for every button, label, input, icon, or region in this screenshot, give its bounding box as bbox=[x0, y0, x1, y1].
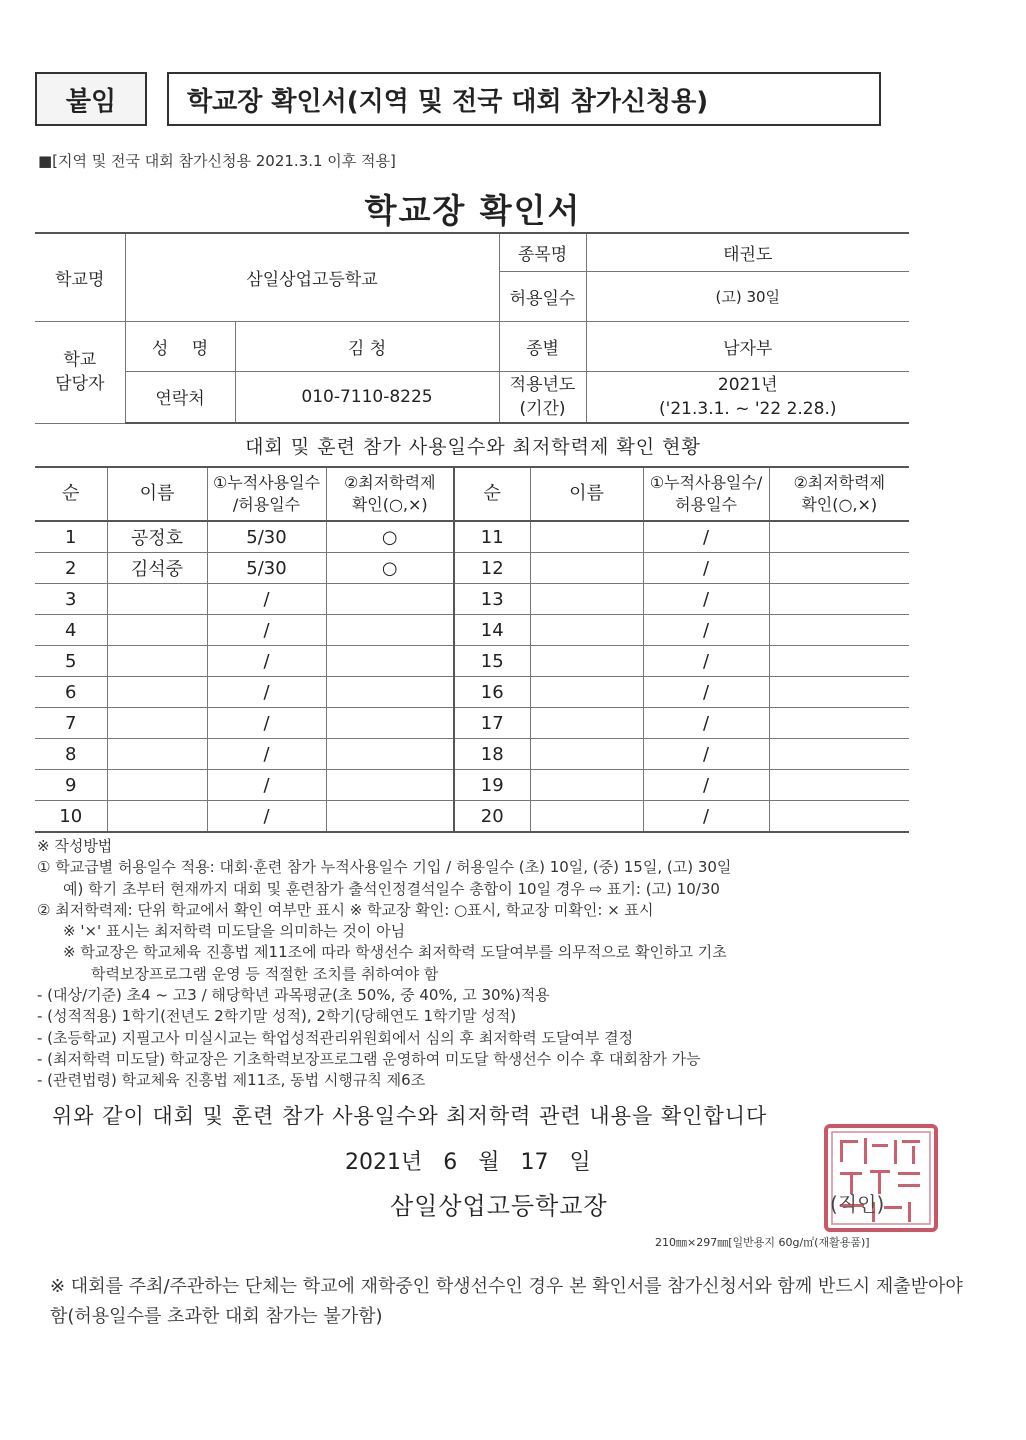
table-row bbox=[35, 584, 909, 615]
col-days bbox=[207, 467, 326, 521]
contact-label-text: 학교 담당자 bbox=[55, 350, 105, 394]
row-academic bbox=[326, 615, 454, 646]
school-label: 학교명 bbox=[35, 233, 125, 321]
table-row bbox=[35, 553, 909, 584]
period-label bbox=[499, 371, 586, 423]
row-name-right bbox=[530, 521, 643, 553]
row-days: / bbox=[207, 770, 326, 801]
athlete-rows bbox=[35, 521, 909, 832]
table-row bbox=[35, 615, 909, 646]
row-name-right bbox=[530, 677, 643, 708]
document-title: 학교장 확인서 bbox=[364, 191, 582, 230]
row-days-right: / bbox=[643, 708, 769, 739]
row-days-right: / bbox=[643, 739, 769, 770]
paper-spec: 210㎜×297㎜[일반용지 60g/㎡(재활용품)] bbox=[655, 1236, 870, 1249]
row-name: 공정호 bbox=[107, 521, 207, 553]
row-no-right: 17 bbox=[454, 708, 530, 739]
instruction-line: 예) 학기 초부터 현재까지 대회 및 훈련참가 출석인정결석일수 총합이 10일 경우 ⇨ 표기: (고) 10/30 bbox=[63, 879, 720, 898]
col-name-right: 이름 bbox=[530, 467, 643, 521]
row-days-right: / bbox=[643, 770, 769, 801]
row-no-right: 19 bbox=[454, 770, 530, 801]
row-no-right: 18 bbox=[454, 739, 530, 770]
col-academic bbox=[326, 467, 454, 521]
phone-value: 010-7110-8225 bbox=[235, 371, 499, 423]
row-no: 1 bbox=[35, 521, 107, 553]
instruction-line: ① 학교급별 허용일수 적용: 대회·훈련 참가 누적사용일수 기입 / 허용일수 (초) 10일, (중) 15일, (고) 30일 bbox=[37, 858, 732, 877]
period-value-2: ('21.3.1. ~ '22 2.28.) bbox=[659, 398, 837, 419]
row-name: 김석중 bbox=[107, 553, 207, 584]
row-academic bbox=[326, 584, 454, 615]
row-no-right: 16 bbox=[454, 677, 530, 708]
row-academic-right bbox=[769, 615, 909, 646]
row-days: / bbox=[207, 646, 326, 677]
row-academic: ○ bbox=[326, 553, 454, 584]
row-academic bbox=[326, 708, 454, 739]
col-academic-line1: ②최저학력제 bbox=[343, 473, 436, 492]
row-name-right bbox=[530, 646, 643, 677]
category-value: 남자부 bbox=[586, 321, 909, 371]
instruction-line: - (최저학력 미도달) 학교장은 기초학력보장프로그램 운영하여 미도달 학생선수 이수 후 대회참가 가능 bbox=[37, 1049, 701, 1068]
row-days: / bbox=[207, 801, 326, 833]
row-name bbox=[107, 770, 207, 801]
instruction-line: - (대상/기준) 초4 ~ 고3 / 해당학년 과목평균(초 50%, 중 40%, 고 30%)적용 bbox=[37, 986, 550, 1005]
row-no: 3 bbox=[35, 584, 107, 615]
school-value: 삼일상업고등학교 bbox=[125, 233, 499, 321]
row-academic bbox=[326, 739, 454, 770]
attachment-tag: 붙임 bbox=[35, 72, 147, 126]
row-academic-right bbox=[769, 646, 909, 677]
row-no: 9 bbox=[35, 770, 107, 801]
row-academic bbox=[326, 770, 454, 801]
row-name bbox=[107, 801, 207, 833]
col-days-right-line2: 허용일수 bbox=[675, 495, 737, 514]
row-name bbox=[107, 646, 207, 677]
period-value bbox=[586, 371, 909, 423]
table-row bbox=[35, 646, 909, 677]
name-label: 성 명 bbox=[125, 321, 235, 371]
row-name bbox=[107, 708, 207, 739]
row-name bbox=[107, 739, 207, 770]
school-info-table bbox=[35, 232, 909, 424]
row-days-right: / bbox=[643, 646, 769, 677]
event-label: 종목명 bbox=[499, 233, 586, 271]
seal-label: (직인) bbox=[830, 1192, 885, 1216]
row-days: / bbox=[207, 615, 326, 646]
row-name-right bbox=[530, 584, 643, 615]
row-academic bbox=[326, 801, 454, 833]
instruction-line: ② 최저학력제: 단위 학교에서 확인 여부만 표시 ※ 학교장 확인: ○표시, 학교장 미확인: × 표시 bbox=[37, 900, 654, 919]
col-days-line1: ①누적사용일수 bbox=[212, 473, 321, 492]
header-title: 학교장 확인서(지역 및 전국 대회 참가신청용) bbox=[167, 72, 881, 126]
table-row bbox=[35, 521, 909, 553]
col-no-right: 순 bbox=[454, 467, 530, 521]
table-header-row bbox=[35, 467, 909, 521]
category-label: 종별 bbox=[499, 321, 586, 371]
row-name-right bbox=[530, 708, 643, 739]
row-name bbox=[107, 615, 207, 646]
footer-note: ※ 대회를 주최/주관하는 단체는 학교에 재학중인 학생선수인 경우 본 확인서를 참가신청서와 함께 반드시 제출받아야 함(허용일수를 초과한 대회 참가는 불가함) bbox=[50, 1276, 963, 1327]
row-name-right bbox=[530, 553, 643, 584]
event-value: 태권도 bbox=[586, 233, 909, 271]
col-days-right-line1: ①누적사용일수/ bbox=[649, 473, 763, 492]
instruction-line: ※ 작성방법 bbox=[37, 837, 113, 855]
row-no: 8 bbox=[35, 739, 107, 770]
row-no-right: 12 bbox=[454, 553, 530, 584]
col-name: 이름 bbox=[107, 467, 207, 521]
row-name bbox=[107, 677, 207, 708]
row-days-right: / bbox=[643, 615, 769, 646]
period-label-1: 적용년도 bbox=[509, 374, 576, 395]
row-name-right bbox=[530, 615, 643, 646]
row-no: 2 bbox=[35, 553, 107, 584]
table-row bbox=[35, 770, 909, 801]
row-days-right: / bbox=[643, 584, 769, 615]
col-days-right bbox=[643, 467, 769, 521]
row-no: 7 bbox=[35, 708, 107, 739]
instructions bbox=[37, 836, 917, 1092]
row-academic-right bbox=[769, 770, 909, 801]
table-row bbox=[35, 677, 909, 708]
row-academic bbox=[326, 646, 454, 677]
instruction-line: - (초등학교) 지필고사 미실시교는 학업성적관리위원회에서 심의 후 최저학력 도달여부 결정 bbox=[37, 1028, 634, 1047]
col-days-line2: /허용일수 bbox=[232, 495, 301, 514]
period-value-1: 2021년 bbox=[717, 374, 778, 395]
principal-title: 삼일상업고등학교장 bbox=[390, 1192, 608, 1220]
row-days-right: / bbox=[643, 553, 769, 584]
row-days: / bbox=[207, 708, 326, 739]
row-no-right: 15 bbox=[454, 646, 530, 677]
row-academic: ○ bbox=[326, 521, 454, 553]
col-no: 순 bbox=[35, 467, 107, 521]
row-name bbox=[107, 584, 207, 615]
contact-label bbox=[35, 321, 125, 423]
row-name-right bbox=[530, 801, 643, 833]
official-seal bbox=[822, 1122, 940, 1234]
table-row bbox=[35, 708, 909, 739]
row-academic-right bbox=[769, 708, 909, 739]
row-academic-right bbox=[769, 584, 909, 615]
row-days: 5/30 bbox=[207, 521, 326, 553]
instruction-line: - (성적적용) 1학기(전년도 2학기말 성적), 2학기(당해연도 1학기말 성적) bbox=[37, 1007, 517, 1026]
row-no-right: 20 bbox=[454, 801, 530, 833]
row-no-right: 14 bbox=[454, 615, 530, 646]
row-days-right: / bbox=[643, 801, 769, 833]
phone-label: 연락처 bbox=[125, 371, 235, 423]
row-days: / bbox=[207, 739, 326, 770]
row-academic bbox=[326, 677, 454, 708]
col-academic-right-line2: 확인(○,×) bbox=[801, 495, 878, 514]
col-academic-right bbox=[769, 467, 909, 521]
row-days: 5/30 bbox=[207, 553, 326, 584]
period-label-2: (기간) bbox=[519, 398, 566, 419]
row-academic-right bbox=[769, 739, 909, 770]
row-no: 6 bbox=[35, 677, 107, 708]
table-row bbox=[35, 739, 909, 770]
row-name-right bbox=[530, 739, 643, 770]
instruction-line: ※ '×' 표시는 최저학력 미도달을 의미하는 것이 아님 bbox=[63, 922, 406, 941]
allowed-days-value: (고) 30일 bbox=[586, 271, 909, 321]
col-academic-line2: 확인(○,×) bbox=[351, 495, 428, 514]
row-name-right bbox=[530, 770, 643, 801]
row-days: / bbox=[207, 677, 326, 708]
instruction-line: 학력보장프로그램 운영 등 적절한 조치를 취하여야 함 bbox=[91, 964, 439, 983]
row-no-right: 11 bbox=[454, 521, 530, 553]
section-title: 대회 및 훈련 참가 사용일수와 최저학력제 확인 현황 bbox=[245, 436, 701, 458]
instruction-line: - (관련법령) 학교체육 진흥법 제11조, 동법 시행규칙 제6조 bbox=[37, 1071, 426, 1090]
row-academic-right bbox=[769, 553, 909, 584]
row-no: 4 bbox=[35, 615, 107, 646]
allowed-days-label: 허용일수 bbox=[499, 271, 586, 321]
row-days-right: / bbox=[643, 521, 769, 553]
applicability-note: ■[지역 및 전국 대회 참가신청용 2021.3.1 이후 적용] bbox=[38, 152, 396, 170]
row-no-right: 13 bbox=[454, 584, 530, 615]
row-days-right: / bbox=[643, 677, 769, 708]
name-value: 김 청 bbox=[235, 321, 499, 371]
row-no: 5 bbox=[35, 646, 107, 677]
row-no: 10 bbox=[35, 801, 107, 833]
row-academic-right bbox=[769, 801, 909, 833]
row-academic-right bbox=[769, 521, 909, 553]
issue-date: 2021년 6 월 17 일 bbox=[345, 1150, 591, 1175]
athlete-table bbox=[35, 466, 909, 833]
col-academic-right-line1: ②최저학력제 bbox=[793, 473, 886, 492]
confirmation-statement: 위와 같이 대회 및 훈련 참가 사용일수와 최저학력 관련 내용을 확인합니다 bbox=[52, 1104, 768, 1128]
table-row bbox=[35, 801, 909, 833]
row-days: / bbox=[207, 584, 326, 615]
row-academic-right bbox=[769, 677, 909, 708]
instruction-line: ※ 학교장은 학교체육 진흥법 제11조에 따라 학생선수 최저학력 도달여부를 의무적으로 확인하고 기초 bbox=[63, 943, 727, 962]
